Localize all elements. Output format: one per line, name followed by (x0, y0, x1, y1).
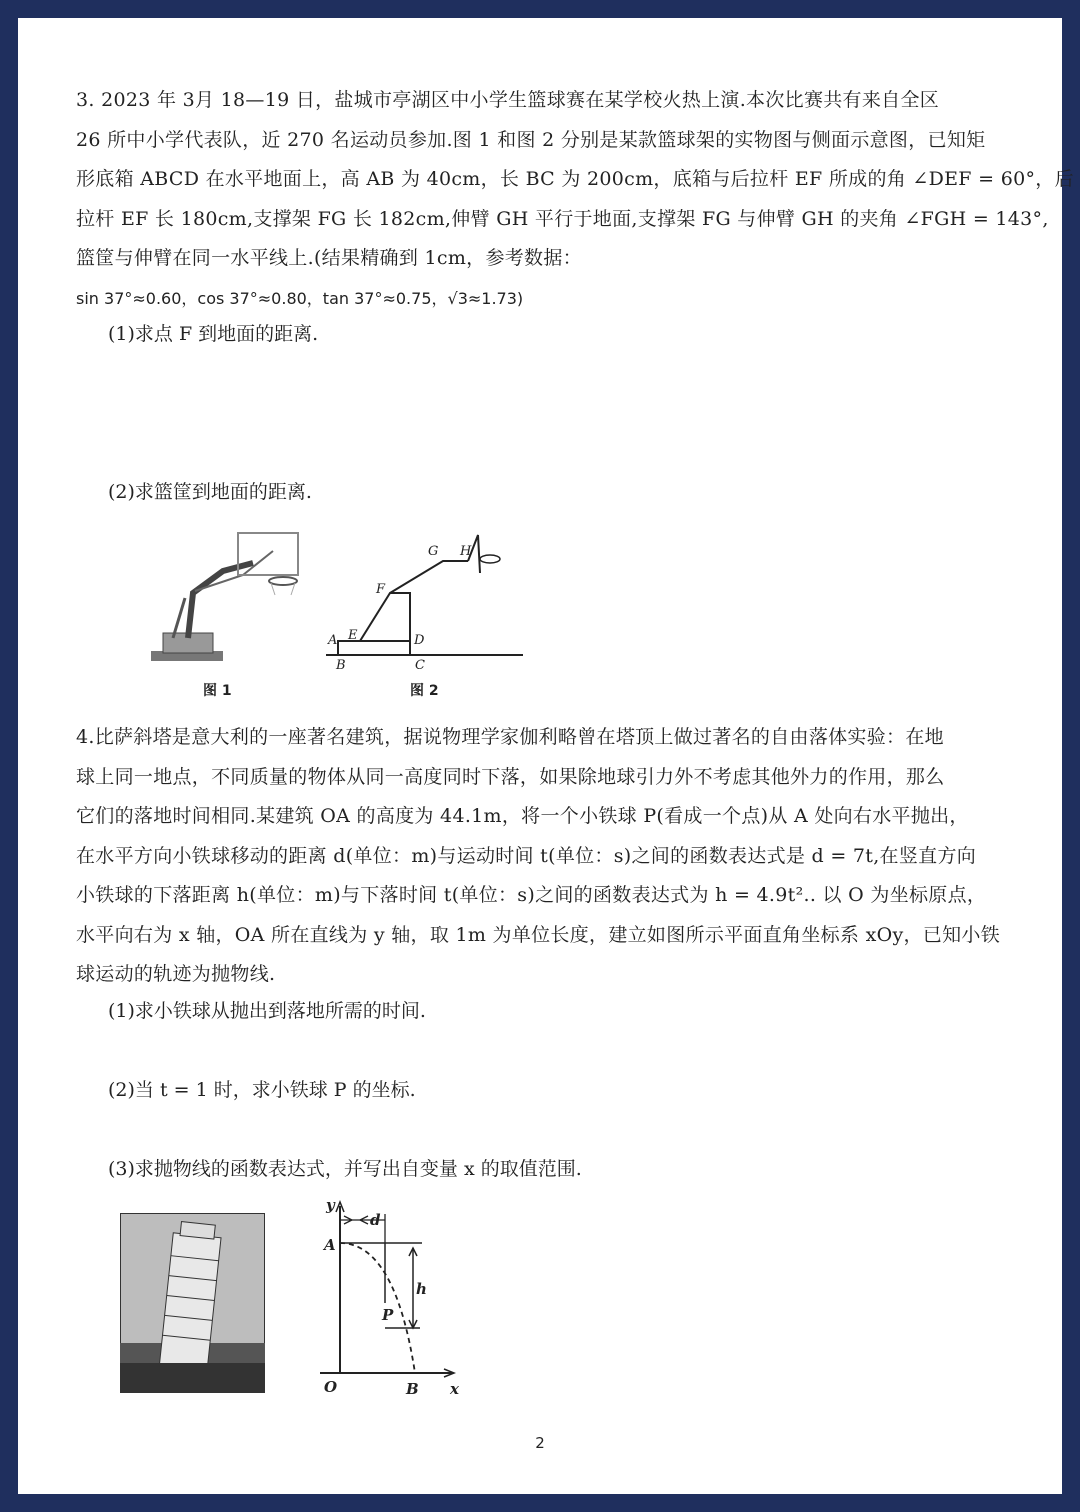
q3-line: 26 所中小学代表队，近 270 名运动员参加.图 1 和图 2 分别是某款篮球架的实物图与侧面示意图，已知矩 (76, 128, 986, 151)
label-f: F (376, 582, 386, 597)
worksheet-page (18, 18, 1074, 1494)
q3-line: 3. 2023 年 3月 18—19 日，盐城市亭湖区中小学生篮球赛在某学校火热上演.本次比赛共有来自全区 (76, 89, 940, 111)
label-b: B (336, 658, 346, 673)
q4-part-3: (3)求抛物线的函数表达式，并写出自变量 x 的取值范围. (108, 1158, 582, 1180)
figure-2-caption: 图 2 (410, 683, 439, 699)
q4-part-1: (1)求小铁球从抛出到落地所需的时间. (108, 1000, 426, 1022)
q3-part-2: (2)求篮筐到地面的距离. (108, 481, 312, 503)
figure-1-caption: 图 1 (203, 683, 232, 699)
distance-d-label: d (370, 1211, 381, 1229)
basketball-stand-diagram-figure-2 (318, 523, 528, 688)
q4-part-2: (2)当 t = 1 时，求小铁球 P 的坐标. (108, 1079, 416, 1101)
q4-line: 水平向右为 x 轴，OA 所在直线为 y 轴，取 1m 为单位长度，建立如图所示平面直角坐标系 xOy，已知小铁 (76, 923, 1000, 946)
q3-reference-data: sin 37°≈0.60，cos 37°≈0.80，tan 37°≈0.75，√3≈1.73) (76, 289, 524, 308)
point-p-label: P (382, 1306, 394, 1324)
label-d: D (414, 633, 425, 648)
q4-line: 在水平方向小铁球移动的距离 d(单位：m)与运动时间 t(单位：s)之间的函数表达式是 d = 7t,在竖直方向 (76, 844, 977, 867)
q4-line: 4.比萨斜塔是意大利的一座著名建筑，据说物理学家伽利略曾在塔顶上做过著名的自由落体实验：在地 (76, 726, 944, 748)
q4-line: 球运动的轨迹为抛物线. (76, 963, 276, 985)
basketball-stand-figure-1 (143, 523, 323, 683)
q3-line: 形底箱 ABCD 在水平地面上，高 AB 为 40cm，长 BC 为 200cm，底箱与后拉杆 EF 所成的角 ∠DEF = 60°，后 (76, 168, 1074, 190)
leaning-tower-photo (120, 1213, 265, 1393)
q3-line: 拉杆 EF 长 180cm,支撑架 FG 长 182cm,伸臂 GH 平行于地面,支撑架 FG 与伸臂 GH 的夹角 ∠FGH = 143°, (76, 207, 1049, 230)
q3-part-1: (1)求点 F 到地面的距离. (108, 323, 319, 345)
axis-x-label: x (450, 1380, 459, 1398)
q4-line: 球上同一地点，不同质量的物体从同一高度同时下落，如果除地球引力外不考虑其他外力的作用，那么 (76, 765, 945, 788)
height-h-label: h (416, 1280, 427, 1298)
label-e: E (348, 628, 358, 643)
trajectory-graph (310, 1198, 460, 1398)
q3-line: 篮筐与伸臂在同一水平线上.(结果精确到 1cm，参考数据： (76, 247, 582, 269)
label-g: G (428, 544, 439, 559)
question-4-text (76, 718, 1006, 995)
question-3-text (76, 81, 1074, 279)
q4-line: 小铁球的下落距离 h(单位：m)与下落时间 t(单位：s)之间的函数表达式为 h = 4.9t².. 以 O 为坐标原点， (76, 884, 987, 906)
label-a: A (328, 633, 338, 648)
label-h: H (460, 544, 472, 559)
page-number: 2 (535, 1434, 545, 1452)
point-a-label: A (324, 1236, 336, 1254)
axis-y-label: y (326, 1198, 335, 1214)
label-c: C (415, 658, 425, 673)
q4-line: 它们的落地时间相同.某建筑 OA 的高度为 44.1m，将一个小铁球 P(看成一个点)从 A 处向右水平抛出， (76, 805, 969, 827)
point-b-label: B (406, 1380, 419, 1398)
origin-label: O (324, 1378, 338, 1396)
